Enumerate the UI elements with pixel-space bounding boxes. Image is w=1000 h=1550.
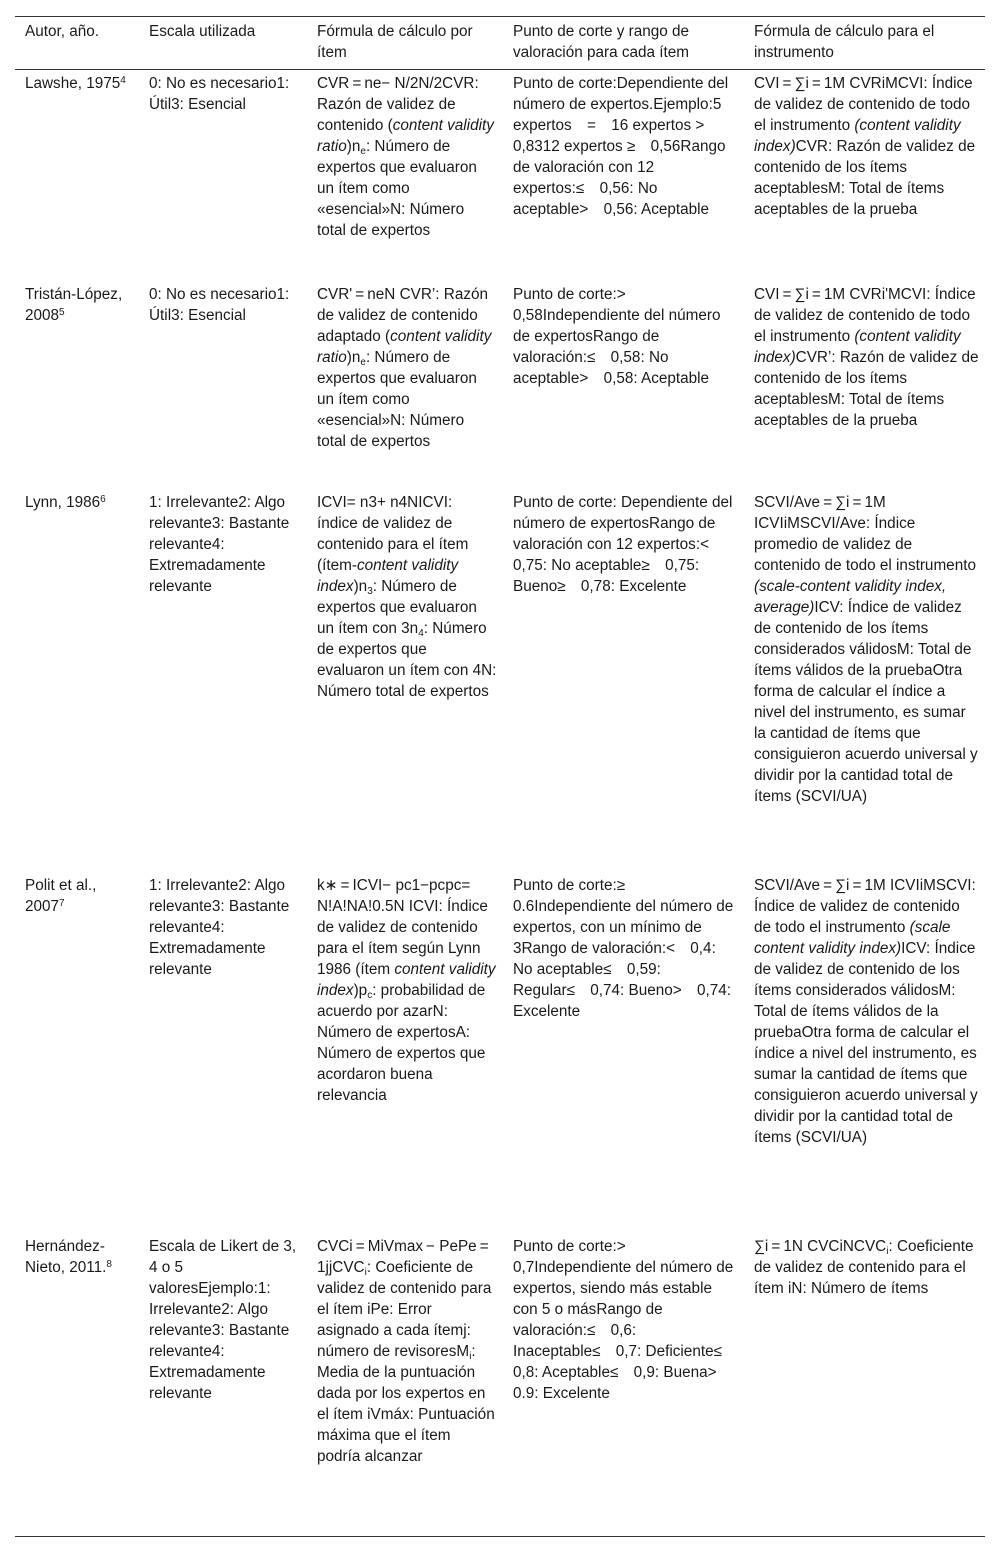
table-row	[15, 872, 985, 1233]
table-header-row	[15, 17, 985, 70]
validity-methods-table	[15, 16, 985, 1537]
header-author: Autor, año.	[25, 23, 99, 40]
table-row	[15, 70, 985, 282]
table-row	[15, 281, 985, 489]
reference-superscript: 7	[59, 898, 65, 909]
cell-cutoff: Punto de corte:> 0,58Independiente del número de expertosRango de valoración:≤ 0,58: No aceptable> 0,58: Aceptable	[513, 286, 721, 387]
table-row	[15, 489, 985, 872]
header-scale: Escala utilizada	[149, 23, 256, 40]
header-instrument-formula: Fórmula de cálculo para el instrumento	[754, 23, 935, 61]
cell-scale: 1: Irrelevante2: Algo relevante3: Bastante relevante4: Extremadamente relevante	[149, 877, 290, 978]
header-item-formula: Fórmula de cálculo por ítem	[317, 23, 473, 61]
cell-cutoff: Punto de corte:Dependiente del número de expertos.Ejemplo:5 expertos = 16 expertos > 0,8312 expertos ≥ 0,56Rango de valoración con 12 expertos:≤ 0,56: No aceptable> 0,56: Aceptable	[513, 75, 729, 218]
cell-author: Lynn, 1986$^6$	[25, 494, 106, 511]
reference-superscript: 6	[100, 494, 106, 505]
reference-superscript: 5	[59, 307, 65, 318]
cell-scale: 0: No es necesario1: Útil3: Esencial	[149, 75, 290, 113]
header-cutoff: Punto de corte y rango de valoración para cada ítem	[513, 23, 690, 61]
cell-author: Hernández-Nieto, 2011.$^8$	[25, 1238, 112, 1276]
cell-instrument-formula: CVI = ∑i = 1M CVRiMCVI: Índice de validez de contenido de todo el instrumento (content validity index)CVR: Razón de validez de contenido de los ítems aceptablesM: Total de ítems aceptables de la prueba	[754, 75, 976, 218]
cell-instrument-formula: CVI = ∑i = 1M CVRi'MCVI: Índice de validez de contenido de todo el instrumento (content validity index)CVR’: Razón de validez de contenido de los ítems aceptablesM: Total de ítems aceptables de la prueba	[754, 286, 979, 429]
cell-cutoff: Punto de corte:> 0,7Independiente del número de expertos, siendo más estable con 5 o másRango de valoración:≤ 0,6: Inaceptable≤ 0,7: Deficiente≤ 0,8: Aceptable≤ 0,9: Buena> 0.9: Excelente	[513, 1238, 738, 1402]
cell-item-formula: CVR = ne− N/2N/2CVR: Razón de validez de contenido (content validity $ratio)n_e$: Número de expertos que evaluaron un ítem como «esencial»N: Número total de expertos	[317, 75, 494, 239]
cell-item-formula: CVR' = neN CVR’: Razón de validez de contenido adaptado (content validity $ratio)n_e$: Número de expertos que evaluaron un ítem como «esencial»N: Número total de expertos	[317, 286, 492, 450]
cell-scale: 1: Irrelevante2: Algo relevante3: Bastante relevante4: Extremadamente relevante	[149, 494, 290, 595]
cell-instrument-formula: ∑i = 1N CVCiNCVC$_i$: Coeficiente de validez de contenido para el ítem iN: Número de ítems	[754, 1238, 974, 1297]
cell-scale: Escala de Likert de 3, 4 o 5 valoresEjemplo:1: Irrelevante2: Algo relevante3: Bastante relevante4: Extremadamente relevante	[149, 1238, 297, 1402]
cell-author: Lawshe, 1975$^4$	[25, 75, 126, 92]
cell-author: Polit et al., 2007$^7$	[25, 877, 97, 915]
cell-scale: 0: No es necesario1: Útil3: Esencial	[149, 286, 290, 324]
cell-item-formula: ICVI= n3+ n4NICVI: índice de validez de contenido para el ítem (ítem-content validity $index)n_3$: Número de expertos que evaluaron un ítem con $3n_4$: Número de expertos que evaluaron un ítem con 4N: Número total de expertos	[317, 494, 497, 700]
cell-author: Tristán-López, 2008$^5$	[25, 286, 123, 324]
cell-cutoff: Punto de corte: Dependiente del número de expertosRango de valoración con 12 expertos:< 0,75: No aceptable≥ 0,75: Bueno≥ 0,78: Excelente	[513, 494, 733, 595]
table-row	[15, 1233, 985, 1537]
cell-cutoff: Punto de corte:≥ 0.6Independiente del número de expertos, con un mínimo de 3Rango de valoración:< 0,4: No aceptable≤ 0,59: Regular≤ 0,74: Bueno> 0,74: Excelente	[513, 877, 734, 1020]
reference-superscript: 4	[120, 75, 126, 86]
cell-item-formula: CVCi = MiVmax − PePe = 1jjCVC$_i$: Coeficiente de validez de contenido para el ítem iPe: Error asignado a cada ítemj: número de revisoresM$_i$: Media de la puntuación dada por los expertos en el ítem iVmáx: Puntuación máxima que el ítem podría alcanzar	[317, 1238, 495, 1465]
cell-instrument-formula: SCVI/Ave = ∑i = 1M ICVIiMSCVI/Ave: Índice promedio de validez de contenido de todo el instrumento (scale-content validity index, average)ICV: Índice de validez de contenido de los ítems considerados válidosM: Total de ítems válidos de la pruebaOtra forma de calcular el índice a nivel del instrumento, es sumar la cantidad de ítems que consiguieron acuerdo universal y dividir por la cantidad total de ítems (SCVI/UA)	[754, 494, 978, 805]
cell-instrument-formula: SCVI/Ave = ∑i = 1M ICVIiMSCVI: Índice de validez de contenido de todo el instrumento (scale content validity index)ICV: Índice de validez de contenido de los ítems considerados válidosM: Total de ítems válidos de la pruebaOtra forma de calcular el índice a nivel del instrumento, es sumar la cantidad de ítems que consiguieron acuerdo universal y dividir por la cantidad total de ítems (SCVI/UA)	[754, 877, 978, 1146]
cell-item-formula: k∗ = ICVI− pc1−pcpc= N!A!NA!0.5N ICVI: Índice de validez de contenido para el ítem según Lynn 1986 (ítem content validity $index)p_c$: probabilidad de acuerdo por azarN: Número de expertosA: Número de expertos que acordaron buena relevancia	[317, 877, 496, 1104]
reference-superscript: 8	[106, 1259, 112, 1270]
